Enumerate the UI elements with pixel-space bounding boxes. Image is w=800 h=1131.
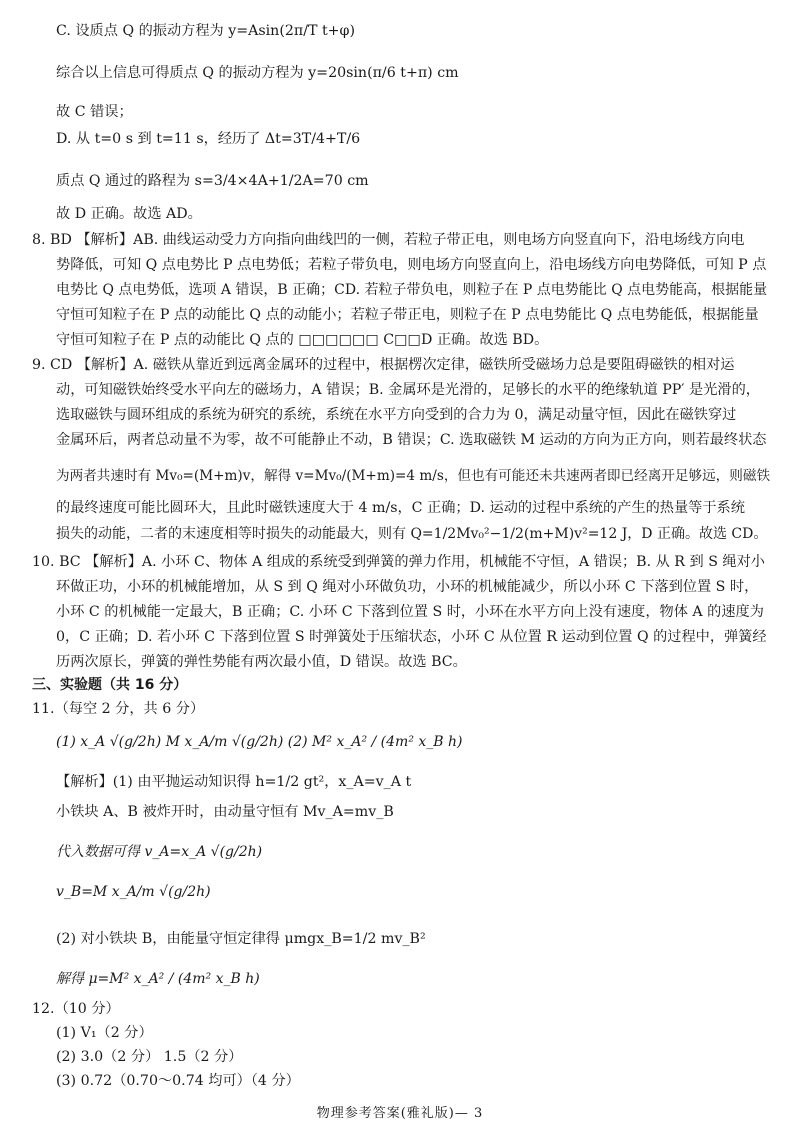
text-line: 故 C 错误； [56,104,133,120]
text-line: 故 D 正确。故选 AD。 [56,206,202,222]
text-line: 选取磁铁与圆环组成的系统为研究的系统，系统在水平方向受到的合力为 0，满足动量守恒，因此在磁铁穿过 [56,407,737,423]
text-line: 综合以上信息可得质点 Q 的振动方程为 y=20sin(π/6 t+π) cm [56,65,459,81]
text-line: 解得 μ=M² x_A² / (4m² x_B h) [56,971,260,987]
text-line: D. 从 t=0 s 到 t=11 s，经历了 Δt=3T/4+T/6 [56,131,361,147]
text-line: 11.（每空 2 分，共 6 分） [32,701,205,717]
text-line: 势降低，可知 Q 点电势比 P 点电势低；若粒子带负电，则电场方向竖直向上，沿电场线方向电势降低，可知 P 点 [56,257,767,273]
page-footer: 物理参考答案(雅礼版)— 3 [316,1106,484,1121]
text-line: (1) x_A √(g/2h) M x_A/m √(g/2h) (2) M² x_A² / (4m² x_B h) [56,734,463,750]
text-line: 环做正功，小环的机械能增加，从 S 到 Q 绳对小环做负功，小环的机械能减少，所以小环 C 下落到位置 S 时， [56,579,759,595]
text-line: v_B=M x_A/m √(g/2h) [56,884,211,900]
text-line: 动，可知磁铁始终受水平向左的磁场力，A 错误；B. 金属环是光滑的，足够长的水平的绝缘轨道 PP′ 是光滑的， [56,382,760,398]
text-line: 历两次原长，弹簧的弹性势能有两次最小值，D 错误。故选 BC。 [56,654,467,670]
text-line: 为两者共速时有 Mv₀=(M+m)v，解得 v=Mv₀/(M+m)=4 m/s，但也有可能还未共速两者即已经离开足够远，则磁铁 [56,468,771,484]
text-line: 小铁块 A、B 被炸开时，由动量守恒有 Mv_A=mv_B [56,804,394,820]
text-line: 守恒可知粒子在 P 点的动能比 Q 点的动能小；若粒子带正电，则粒子在 P 点电势能比 Q 点电势能低，根据能量 [56,307,759,323]
text-line: 10. BC 【解析】A. 小环 C、物体 A 组成的系统受到弹簧的弹力作用，机械能不守恒，A 错误；B. 从 R 到 S 绳对小 [32,554,765,570]
text-line: 【解析】(1) 由平抛运动知识得 h=1/2 gt²，x_A=v_A t [56,774,412,790]
text-line: 代入数据可得 v_A=x_A √(g/2h) [56,844,263,860]
text-line: (3) 0.72（0.70～0.74 均可）（4 分） [56,1073,300,1089]
text-line: 守恒可知粒子在 P 点的动能比 Q 点的 □□□□□□ C□□D 正确。故选 BD。 [56,332,549,348]
text-line: 9. CD 【解析】A. 磁铁从靠近到远离金属环的过程中，根据楞次定律，磁铁所受磁场力总是要阻碍磁铁的相对运 [32,357,735,373]
section-heading: 三、实验题（共 16 分） [32,677,188,693]
text-line: C. 设质点 Q 的振动方程为 y=Asin(2π/T t+φ) [56,23,356,39]
text-line: (2) 3.0（2 分） 1.5（2 分） [56,1049,243,1065]
text-line: 小环 C 的机械能一定最大，B 正确；C. 小环 C 下落到位置 S 时，小环在水平方向上没有速度，物体 A 的速度为 [56,604,764,620]
text-line: 金属环后，两者总动量不为零，故不可能静止不动，B 错误；C. 选取磁铁 M 运动的方向为正方向，则若最终状态 [56,432,767,448]
text-line: 0，C 正确；D. 若小环 C 下落到位置 S 时弹簧处于压缩状态，小环 C 从位置 R 运动到位置 Q 的过程中，弹簧经 [56,629,767,645]
text-line: 质点 Q 通过的路程为 s=3/4×4A+1/2A=70 cm [56,173,369,189]
text-line: 电势比 Q 点电势低，选项 A 错误，B 正确；CD. 若粒子带负电，则粒子在 P 点电势能比 Q 点电势能高，根据能量 [56,282,768,298]
text-line: (2) 对小铁块 B，由能量守恒定律得 μmgx_B=1/2 mv_B² [56,931,426,947]
text-line: 8. BD 【解析】AB. 曲线运动受力方向指向曲线凹的一侧，若粒子带正电，则电场方向竖直向下，沿电场线方向电 [32,232,745,248]
text-line: 12.（10 分） [32,1001,120,1017]
text-line: 损失的动能，二者的末速度相等时损失的动能最大，则有 Q=1/2Mv₀²−1/2(m+M)v²=12 J，D 正确。故选 CD。 [56,526,768,542]
text-line: (1) V₁（2 分） [56,1025,153,1041]
text-line: 的最终速度可能比圆环大，且此时磁铁速度大于 4 m/s，C 正确；D. 运动的过程中系统的产生的热量等于系统 [56,500,745,516]
